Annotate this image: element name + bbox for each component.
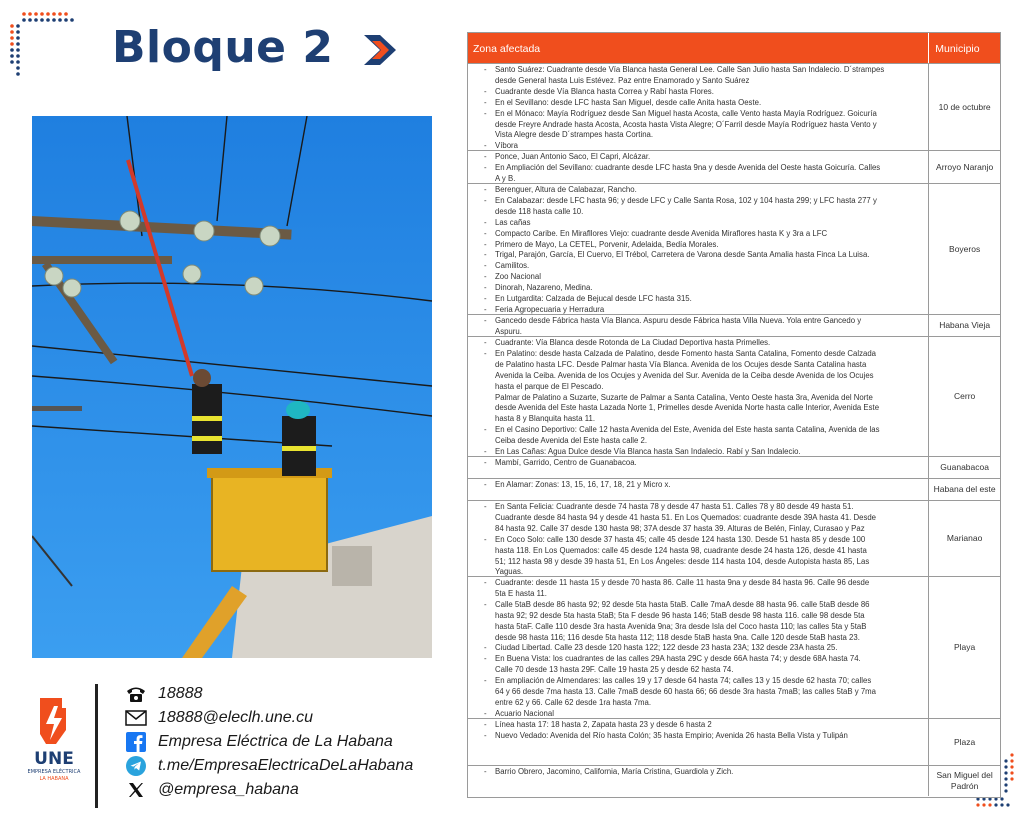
table-row [468,478,1000,500]
zona-afectada-cell [468,501,929,576]
decorative-dots-top-left [6,8,76,80]
logo-subtitle-1: EMPRESA ELÉCTRICA [27,769,81,775]
zone-line: - Berenguer, Altura de Calabazar, Rancho. [484,185,924,196]
header-zona-afectada: Zona afectada [468,33,929,63]
zone-line: desde Freyre Andrade hasta Acosta, Acosta hasta Vista Alegre; O´Farril desde Mayía Rodríguez hasta Vento y [495,119,877,129]
zone-line: - Acuario Nacional [484,709,924,720]
zone-line: - Víbora [484,141,924,152]
zone-line: Aspuru. [495,326,522,336]
logo-name: UNE [34,749,74,769]
zone-line: - Calle 5taB desde 86 hasta 92; 92 desde 5ta hasta 5taB. Calle 7maA desde 88 hasta 96. calle 5taB desde 86 [484,600,924,611]
municipio-cell: Arroyo Naranjo [936,161,994,172]
table-row [468,456,1000,478]
zone-line: - En Ampliación del Sevillano: cuadrante desde LFC hasta 9na y desde Avenida del Oeste hasta Goicuría. Calles [484,163,924,174]
zone-line: - En Alamar: Zonas: 13, 15, 16, 17, 18, 21 y Micro x. [484,480,924,491]
zone-line: desde General hasta Luis Estévez. Paz entre Enamorado y Santo Suárez [495,75,750,85]
zone-line: - Primero de Mayo, La CETEL, Porvenir, Adelaida, Bedía Morales. [484,240,924,251]
zone-line: Avenida la Ceiba. Avenida de los Ocujes y Avenida del Sur. Avenida de la Ceiba desde Avenida de los Ocujes [495,370,874,380]
zone-line: - Gancedo desde Fábrica hasta Vía Blanca. Aspuru desde Fábrica hasta Villa Nueva. Yola entre Gancedo y [484,316,924,327]
zona-afectada-cell [468,337,929,456]
affected-zones-table [467,32,1001,798]
zone-line: Cuadrante desde 84 hasta 94 y desde 41 hasta 51. En Los Quemados: cuadrante desde 39A hasta 41. Desde [495,512,877,522]
municipio-cell: Cerro [954,391,976,401]
arrow-right-icon [362,33,404,67]
contact-x [124,778,413,802]
table-row [468,150,1000,183]
zone-line: - Santo Suárez: Cuadrante desde Vía Blanca hasta General Lee. Calle San Julio hasta San Indalecio. D´strampes [484,65,924,76]
zone-line: hasta 5taF. Calle 110 desde 3ra hasta Avenida 9na; 3ra desde Isla del Coco hasta 110; las calles 5ta y 5taB [495,621,867,631]
zone-line: Vista Alegre desde D´strampes hasta Cortina. [495,130,654,140]
zone-line: - Cuadrante desde Vía Blanca hasta Correa y Rabí hasta Flores. [484,87,924,98]
zona-afectada-cell [468,184,929,314]
zone-line: 64 y 66 desde 7ma hasta 13. Calle 7maB desde 60 hasta 66; 66 desde 3ra hasta 7maB; las calles 5taB y 7ma [495,687,876,697]
zone-line: Palmar de Palatino a Suzarte, Suzarte de Palmar a Santa Catalina, Vento Oeste hasta 3ra, Avenida del Norte [495,392,873,402]
zone-line: - Barrio Obrero, Jacomino, California, María Cristina, Guardiola y Zich. [484,767,924,778]
phone-number[interactable]: 18888 [158,685,203,702]
zone-line: - Línea hasta 17: 18 hasta 2, Zapata hasta 23 y desde 6 hasta 2 [484,720,924,731]
zone-line: hasta 118. En Los Quemados: calle 45 desde 124 hasta 98, cuadrante desde 24 hasta 126, desde 41 hasta [495,545,867,555]
zone-line: - En el Casino Deportivo: Calle 12 hasta Avenida del Este, Avenida del Este hasta santa Catalina, Avenida de las [484,425,924,436]
zone-line: - Mambí, Garrido, Centro de Guanabacoa. [484,458,924,469]
table-row [468,183,1000,314]
contact-telegram [124,754,413,778]
zone-line: - Trigal, Parajón, García, El Cuervo, El Trébol, Carretera de Varona desde Santa Amalia hasta Finca La Luisa. [484,250,924,261]
zone-line: 5ta E hasta 11. [495,588,547,598]
zona-afectada-cell [468,64,929,150]
zone-line: - En Lutgardita: Calzada de Bejucal desde LFC hasta 315. [484,294,924,305]
zone-line: hasta 92; 92 desde 5ta hasta 5taB; 5ta F desde 96 hasta 146; 5taB desde 98 hasta 116. calle 98 desde 5ta [495,610,865,620]
table-row [468,63,1000,150]
municipio-cell: Plaza [954,736,976,747]
municipio-cell: Guanabacoa [940,462,989,472]
zona-afectada-cell [468,151,929,183]
table-row [468,500,1000,576]
zona-afectada-cell [468,719,929,765]
municipio-cell: Habana Vieja [939,320,991,330]
zone-line: 84 hasta 92. Calle 37 desde 130 hasta 98; 37A desde 37 hasta 39. Alturas de Belén, Finlay, Curasao y Paz [495,523,865,533]
table-row [468,718,1000,765]
table-row [468,765,1000,796]
vertical-divider [95,684,98,808]
zona-afectada-cell [468,315,929,336]
logo-subtitle-2: LA HABANA [39,776,69,782]
zone-line: desde Avenida del Este hasta Lazada Norte 1, Primelles desde Avenida Norte hasta calle Interior, Avenida Este [495,403,880,413]
zone-line: - En Palatino: desde hasta Calzada de Palatino, desde Fomento hasta Santa Catalina, Fomento desde Calzada [484,349,924,360]
zone-line: Yaguas. [495,567,524,577]
zone-line: Ceiba desde Avenida del Este hasta calle 2. [495,436,648,446]
zone-line: Calle 70 desde 13 hasta 29F. Calle 19 hasta 25 y desde 62 hasta 74. [495,665,734,675]
zone-line: - En Calabazar: desde LFC hasta 96; y desde LFC y Calle Santa Rosa, 102 y 104 hasta 299; y LFC hasta 277 y [484,196,924,207]
municipio-cell: Boyeros [949,243,981,254]
email-link[interactable]: 18888@eleclh.une.cu [158,709,314,726]
zone-line: - Ciudad Libertad. Calle 23 desde 120 hasta 122; 122 desde 23 hasta 23A; 132 desde 23A hasta 25. [484,643,924,654]
zone-line: - En Santa Felicia: Cuadrante desde 74 hasta 78 y desde 47 hasta 51. Calles 78 y 80 desde 49 hasta 51. [484,502,924,513]
zone-line: - Compacto Caribe. En Mirafllores Viejo: cuadrante desde Avenida Miraflores hasta K y 3ra a LFC [484,229,924,240]
municipio-cell: Marianao [946,533,983,543]
telegram-link[interactable]: t.me/EmpresaElectricaDeLaHabana [158,757,414,774]
zone-line: - Cuadrante: desde 11 hasta 15 y desde 70 hasta 86. Calle 11 hasta 9na y desde 84 hasta 96. Calle 96 desde [484,578,924,589]
header-municipio: Municipio [935,43,980,55]
x-icon [124,780,148,800]
une-fist-lightning-logo [26,694,82,784]
municipio-cell: Playa [954,642,976,652]
lineman-bucket-truck-photo [32,116,432,658]
facebook-link[interactable]: Empresa Eléctrica de La Habana [158,733,393,750]
zone-line: - Zoo Nacional [484,272,924,283]
facebook-icon [124,732,148,752]
x-handle-link[interactable]: @empresa_habana [158,781,299,798]
telegram-icon [124,756,148,776]
zone-line: hasta el parque de El Pescado. [495,381,604,391]
municipio-cell: 10 de octubre [938,101,991,112]
page-title: Bloque 2 [112,22,334,73]
table-row [468,336,1000,456]
zone-line: - En Coco Solo: calle 130 desde 37 hasta 45; calle 45 desde 124 hasta 130. Desde 51 hasta 85 y desde 100 [484,535,924,546]
zone-line: - Nuevo Vedado: Avenida del Río hasta Colón; 35 hasta Empirio; Avenida 26 hasta Bella Vista y Tulipán [484,731,924,742]
phone-icon [124,684,148,704]
contact-phone [124,682,413,706]
zona-afectada-cell [468,457,929,478]
zone-line: - Feria Agropecuaria y Herradura [484,305,924,316]
zone-line: - En el Mónaco: Mayía Rodríguez desde San Miguel hasta Acosta, calle Vento hasta Mayía Rodríguez. Goicuría [484,109,924,120]
zone-line: - En el Sevillano: desde LFC hasta San Miguel, desde calle Anita hasta Oeste. [484,98,924,109]
table-row [468,314,1000,336]
zona-afectada-cell [468,577,929,718]
municipio-cell: Habana del este [933,484,996,494]
zone-line: - En Buena Vista: los cuadrantes de las calles 29A hasta 29C y desde 66A hasta 74; y desde 68A hasta 74. [484,654,924,665]
zone-line: - En Las Cañas: Agua Dulce desde Vía Blanca hasta San Indalecio. Rabí y San Indalecio. [484,447,924,458]
zone-line: entre 62 y 66. Calle 62 desde 1ra hasta 7ma. [495,697,652,707]
envelope-icon [124,708,148,728]
zone-line: de Palatino hasta LFC. Desde Palmar hasta Vía Blanca. Avenida de los Ocujes desde Santa Catalina hasta [495,359,867,369]
zone-line: - Dinorah, Nazareno, Medina. [484,283,924,294]
zone-line: - Cuadrante: Vía Blanca desde Rotonda de La Ciudad Deportiva hasta Primelles. [484,338,924,349]
table-row [468,576,1000,718]
zone-line: - Ponce, Juan Antonio Saco, El Capri, Alcázar. [484,152,924,163]
zone-line: - Las cañas [484,218,924,229]
zone-line: desde 98 hasta 116; 116 desde 5ta hasta 112; 118 desde 5taB hasta 9na. Calle 120 desde 5taB hasta 23. [495,632,860,642]
table-body [468,63,1000,796]
municipio-cell: San Miguel del Padrón [936,770,993,791]
zone-line: hasta 8 y Blanquita hasta 11. [495,414,595,424]
zona-afectada-cell [468,479,929,500]
zone-line: desde 118 hasta calle 10. [495,206,584,216]
contact-facebook [124,730,413,754]
zone-line: A y B. [495,173,516,183]
contact-email [124,706,413,730]
contact-list [124,682,413,802]
zone-line: - En ampliación de Almendares: las calles 19 y 17 desde 64 hasta 74; calles 13 y 15 desde 62 hasta 70; calles [484,676,924,687]
table-header [468,33,1000,63]
zone-line: - Camilitos. [484,261,924,272]
zona-afectada-cell [468,766,929,796]
zone-line: 51; 112 hasta 98 y desde 39 hasta 51, En Los Ángeles: desde 114 hasta 104, desde Autopista hasta 85, Las [495,556,870,566]
